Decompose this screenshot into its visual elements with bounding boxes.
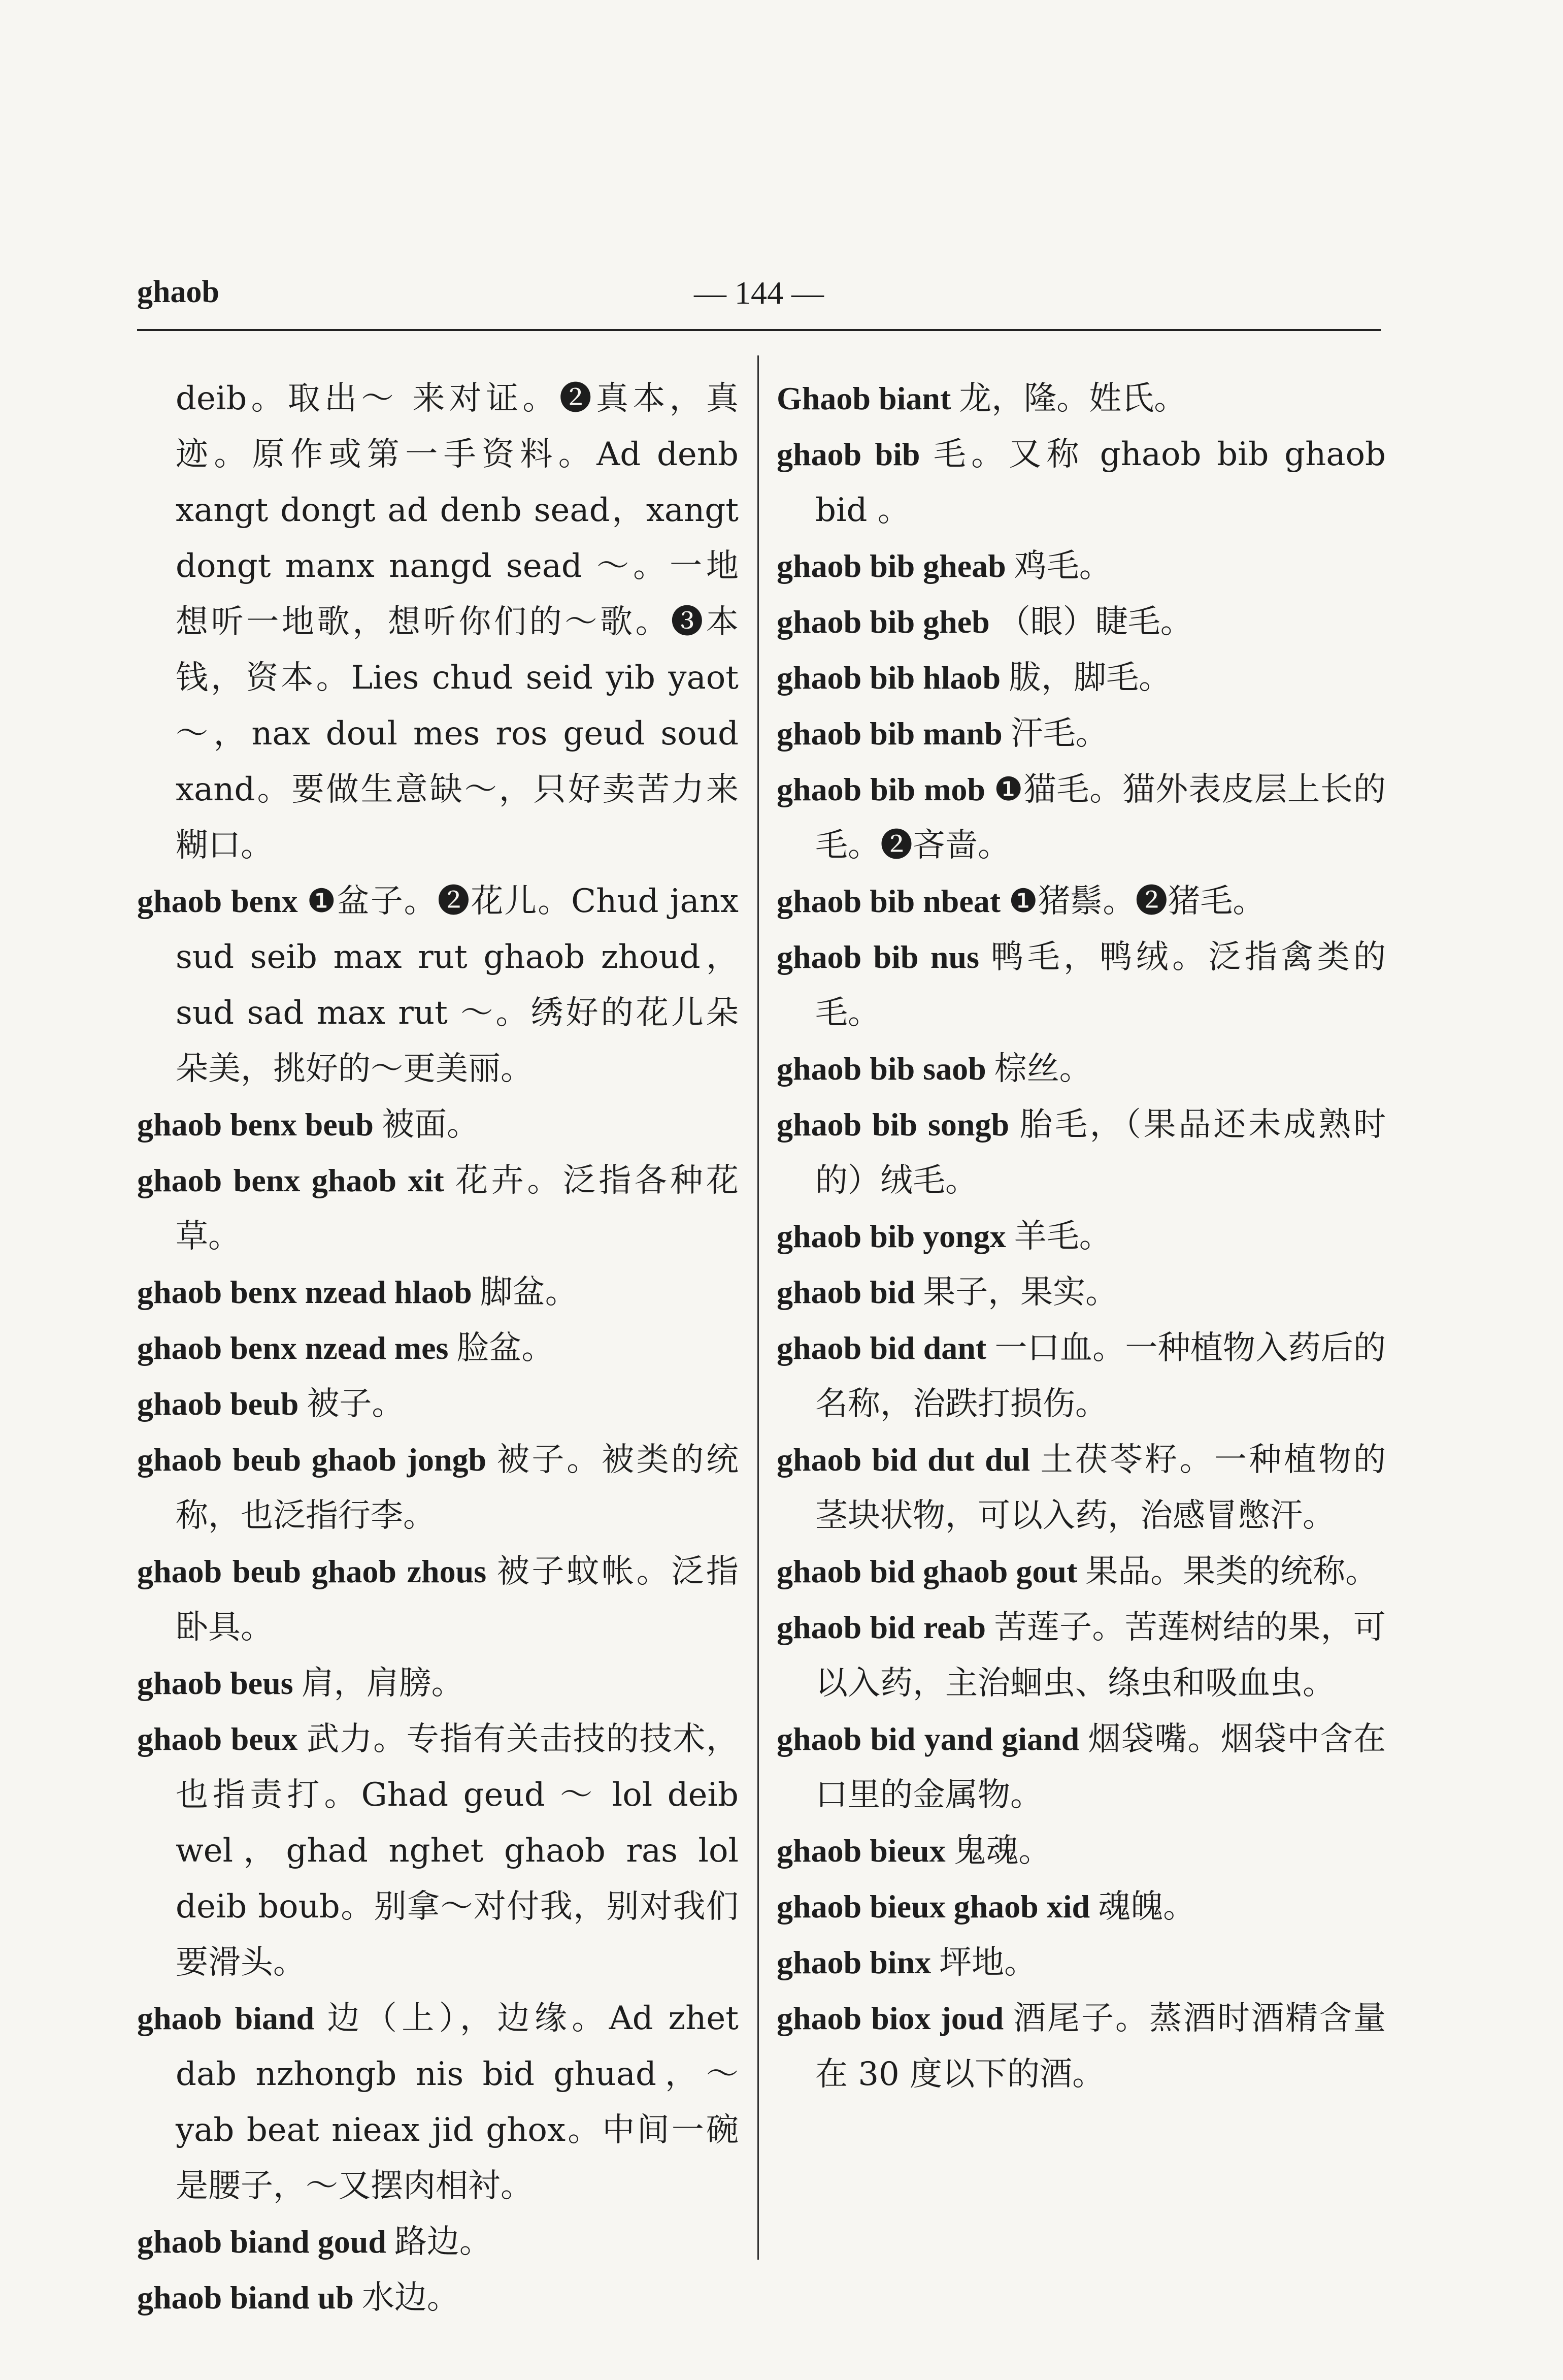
entry-headword: ghaob bid reab — [777, 1609, 986, 1645]
entry-definition: 鸡毛。 — [1014, 547, 1112, 585]
column-divider — [757, 355, 759, 2260]
dictionary-entry — [137, 1153, 739, 1264]
dictionary-entry — [137, 1991, 739, 2214]
dictionary-entry — [777, 427, 1386, 538]
entry-headword: ghaob bid ghaob gout — [777, 1553, 1078, 1589]
entry-definition: deib。取出～ 来对证。❷真本，真迹。原作或第一手资料。Ad denb xangt dongt ad denb sead，xangt dongt manx nangd sead ～。一地想听一地歌，想听你们的～歌。❸本钱，资本。Lies chud seid yib yaot ～，nax doul mes ros geud soud xand。要做生意缺～，只好卖苦力来糊口。 — [176, 380, 739, 864]
entry-definition: 酒尾子。蒸酒时酒精含量在 30 度以下的酒。 — [815, 2000, 1386, 2093]
running-head: ghaob — [137, 275, 219, 309]
entry-definition: 果品。果类的统称。 — [1085, 1553, 1378, 1590]
dictionary-entry — [137, 1320, 739, 1376]
entry-headword: ghaob biand goud — [137, 2224, 386, 2260]
entry-definition: ❶猫毛。猫外表皮层上长的毛。❷吝啬。 — [815, 771, 1386, 864]
dictionary-entry — [777, 1041, 1386, 1097]
entry-definition: 土茯苓籽。一种植物的茎块状物，可以入药，治感冒憋汗。 — [815, 1441, 1386, 1535]
dictionary-entry — [777, 1432, 1386, 1544]
entry-headword: ghaob bid dant — [777, 1330, 987, 1366]
dictionary-entry — [137, 1376, 739, 1432]
dictionary-entry — [777, 371, 1386, 427]
entry-definition: 烟袋嘴。烟袋中含在口里的金属物。 — [815, 1720, 1386, 1814]
dictionary-entry — [777, 706, 1386, 762]
dictionary-entry — [137, 1097, 739, 1153]
entry-headword: ghaob bib — [777, 436, 920, 472]
entry-headword: ghaob bib mob — [777, 771, 985, 807]
entry-definition: 龙，隆。姓氏。 — [959, 380, 1187, 417]
dictionary-entry — [777, 1264, 1386, 1320]
entry-definition: 边（上），边缘。Ad zhet dab nzhongb nis bid ghuad，～ yab beat nieax jid ghox。中间一碗是腰子，～又摆肉相衬。 — [176, 2000, 739, 2205]
dictionary-entry — [137, 1432, 739, 1544]
dictionary-entry — [137, 1655, 739, 1711]
entry-definition: 胎毛，（果品还未成熟时的）绒毛。 — [815, 1106, 1386, 1199]
dictionary-entry — [777, 1823, 1386, 1879]
dictionary-entry — [777, 873, 1386, 929]
entry-definition: ❶猪鬃。❷猪毛。 — [1009, 883, 1266, 920]
entry-definition: 汗毛。 — [1010, 715, 1108, 753]
dictionary-entry — [777, 1600, 1386, 1711]
entry-headword: ghaob binx — [777, 1944, 932, 1980]
entry-definition: 花卉。泛指各种花草。 — [176, 1162, 739, 1255]
dictionary-entry — [777, 1991, 1386, 2102]
dictionary-entry — [777, 1711, 1386, 1823]
entry-headword: ghaob benx ghaob xit — [137, 1162, 444, 1198]
entry-definition: ❶盆子。❷花儿。Chud janx sud seib max rut ghaob zhoud，sud sad max rut ～。绣好的花儿朵朵美，挑好的～更美丽。 — [176, 883, 739, 1088]
page-header — [137, 264, 1381, 325]
dictionary-entry — [777, 762, 1386, 873]
dictionary-entry — [777, 929, 1386, 1041]
page-number: — 144 — — [694, 275, 824, 311]
entry-definition: 被子。 — [307, 1385, 405, 1423]
dictionary-entry — [777, 1097, 1386, 1209]
entry-headword: ghaob biand ub — [137, 2279, 354, 2316]
dictionary-entry — [137, 1544, 739, 1655]
dictionary-entry — [137, 1264, 739, 1320]
entry-headword: ghaob bib saob — [777, 1051, 986, 1087]
entry-definition: 坪地。 — [939, 1944, 1037, 1981]
entry-headword: ghaob beub ghaob zhous — [137, 1553, 487, 1589]
entry-definition: 毛。又称 ghaob bib ghaob bid 。 — [815, 436, 1386, 529]
dictionary-entry — [777, 1320, 1386, 1432]
entry-definition: 水边。 — [361, 2279, 459, 2317]
entry-headword: ghaob bib manb — [777, 715, 1003, 752]
entry-headword: ghaob bib nus — [777, 939, 979, 975]
entry-headword: ghaob bib hlaob — [777, 660, 1001, 696]
entry-headword: ghaob bib yongx — [777, 1218, 1006, 1254]
entry-definition: 鸭毛，鸭绒。泛指禽类的毛。 — [815, 938, 1386, 1032]
entry-headword: ghaob bid — [777, 1274, 915, 1310]
dictionary-entry — [777, 538, 1386, 594]
entry-definition: 棕丝。 — [994, 1050, 1092, 1088]
entry-definition: 被子蚊帐。泛指卧具。 — [176, 1553, 739, 1646]
entry-definition: 路边。 — [394, 2223, 492, 2261]
entry-headword: ghaob bib gheab — [777, 548, 1006, 584]
dictionary-entry — [777, 1209, 1386, 1264]
dictionary-entry — [777, 594, 1386, 650]
right-column — [777, 371, 1386, 2102]
entry-headword: ghaob bieux ghaob xid — [777, 1888, 1090, 1925]
entry-definition: 羊毛。 — [1014, 1218, 1112, 1255]
entry-definition: 脸盆。 — [456, 1329, 554, 1367]
entry-headword: ghaob bid dut dul — [777, 1442, 1030, 1478]
entry-headword: ghaob benx — [137, 883, 298, 919]
entry-headword: ghaob bib nbeat — [777, 883, 1001, 919]
entry-headword: ghaob bib gheb — [777, 604, 990, 640]
dictionary-entry — [777, 1879, 1386, 1935]
entry-headword: ghaob benx nzead mes — [137, 1330, 449, 1366]
dictionary-entry — [137, 1711, 739, 1991]
dictionary-entry — [777, 650, 1386, 706]
dictionary-entry — [777, 1935, 1386, 1991]
entry-headword: ghaob beub ghaob jongb — [137, 1442, 487, 1478]
dictionary-entry — [137, 371, 739, 873]
entry-definition: 被面。 — [381, 1106, 479, 1144]
entry-definition: 武力。专指有关击技的技术，也指责打。Ghad geud ～ lol deib wel，ghad nghet ghaob ras lol deib boub。别拿～对付我，别对我们要滑头。 — [176, 1720, 739, 1981]
entry-headword: ghaob bib songb — [777, 1106, 1010, 1143]
entry-definition: 果子，果实。 — [923, 1274, 1118, 1311]
dictionary-entry — [137, 2214, 739, 2270]
entry-definition: 脚盆。 — [480, 1274, 578, 1311]
entry-headword: ghaob beux — [137, 1721, 298, 1757]
entry-definition: 魂魄。 — [1098, 1888, 1196, 1926]
dictionary-entry — [137, 2270, 739, 2326]
entry-headword: ghaob beus — [137, 1665, 293, 1701]
entry-headword: ghaob bid yand giand — [777, 1721, 1080, 1757]
entry-headword: Ghaob biant — [777, 380, 951, 416]
dictionary-entry — [137, 873, 739, 1097]
entry-headword: ghaob bieux — [777, 1833, 946, 1869]
entry-definition: 鬼魂。 — [953, 1832, 1051, 1870]
entry-headword: ghaob benx beub — [137, 1106, 374, 1143]
entry-headword: ghaob beub — [137, 1386, 299, 1422]
entry-headword: ghaob biox joud — [777, 2000, 1004, 2036]
entry-definition: （眼）睫毛。 — [997, 603, 1193, 641]
header-rule — [137, 329, 1381, 331]
entry-definition: 苦莲子。苦莲树结的果，可以入药，主治蛔虫、绦虫和吸血虫。 — [815, 1609, 1386, 1702]
entry-headword: ghaob biand — [137, 2000, 315, 2036]
entry-definition: 一口血。一种植物入药后的名称，治跌打损伤。 — [815, 1329, 1386, 1423]
entry-headword: ghaob benx nzead hlaob — [137, 1274, 472, 1310]
left-column — [137, 371, 739, 2326]
entry-definition: 胈，脚毛。 — [1009, 659, 1172, 697]
dictionary-entry — [777, 1544, 1386, 1600]
entry-definition: 被子。被类的统称，也泛指行李。 — [176, 1441, 739, 1535]
entry-definition: 肩，肩膀。 — [301, 1665, 464, 1702]
